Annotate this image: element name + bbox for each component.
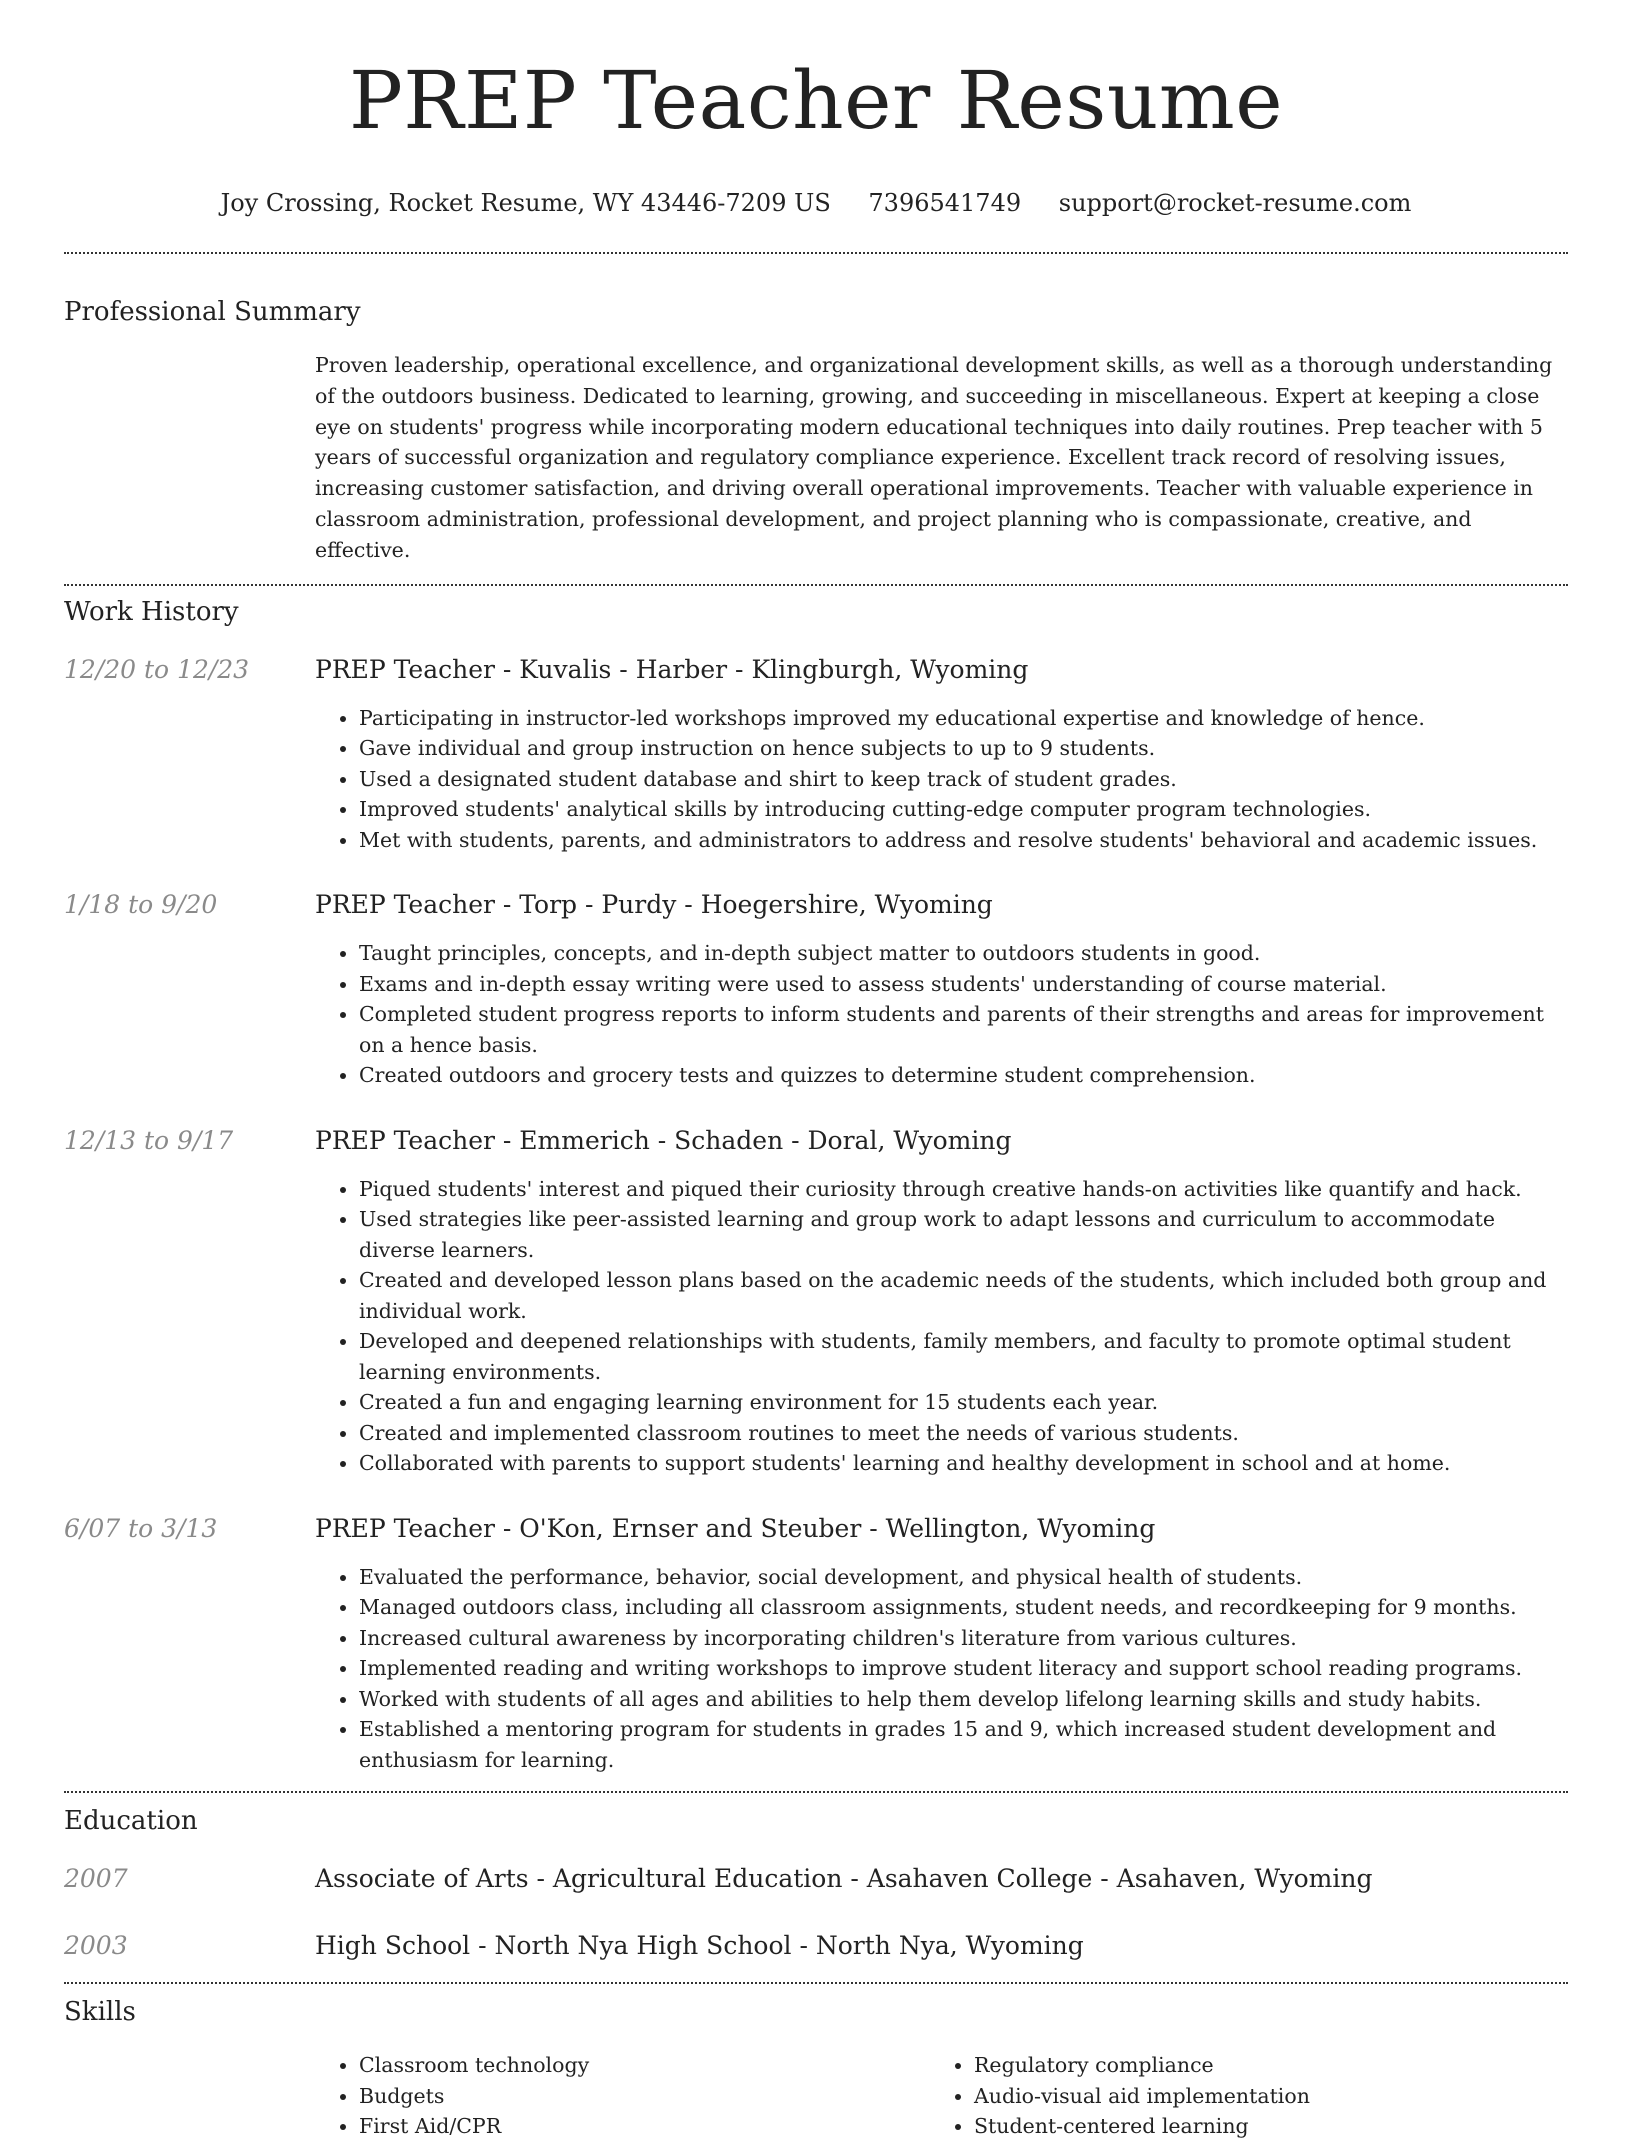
job-bullets: [315, 1562, 1568, 1776]
job-bullets: [315, 703, 1568, 856]
list-item: • Used strategies like peer-assisted learning and group work to adapt lessons and curriculum to accommodate diverse learners.: [359, 1204, 1568, 1265]
skills-list: [930, 2050, 1545, 2142]
list-item: • Classroom technology: [359, 2050, 930, 2081]
job-title: PREP Teacher - Emmerich - Schaden - Doral, Wyoming: [315, 1125, 1012, 1155]
work-history-section: [64, 596, 1568, 1776]
list-item: • Piqued students' interest and piqued their curiosity through creative hands-on activities like quantify and hack.: [359, 1174, 1568, 1205]
job-bullets: [315, 938, 1568, 1091]
list-item: • Managed outdoors class, including all classroom assignments, student needs, and recordkeeping for 9 months.: [359, 1592, 1568, 1623]
section-divider: [64, 1791, 1568, 1793]
skills-list: [315, 2050, 930, 2142]
list-item: • Worked with students of all ages and abilities to help them develop lifelong learning skills and study habits.: [359, 1684, 1568, 1715]
job-title: PREP Teacher - Torp - Purdy - Hoegershire, Wyoming: [315, 890, 993, 920]
list-item: • Met with students, parents, and administrators to address and resolve students' behavioral and academic issues.: [359, 825, 1568, 856]
list-item: • Exams and in-depth essay writing were used to assess students' understanding of course material.: [359, 969, 1568, 1000]
job-dates: 12/13 to 9/17: [64, 1125, 234, 1155]
job-dates: 6/07 to 3/13: [64, 1513, 218, 1543]
list-item: • Created a fun and engaging learning environment for 15 students each year.: [359, 1387, 1568, 1418]
job-entry: [64, 889, 1568, 1091]
education-heading: Education: [64, 1806, 198, 1837]
contact-info: [64, 188, 1568, 218]
education-section: [64, 1805, 1568, 1962]
list-item: • Taught principles, concepts, and in-depth subject matter to outdoors students in good.: [359, 938, 1568, 969]
summary-section: [64, 296, 1568, 566]
job-entry: [64, 1125, 1568, 1479]
job-title: PREP Teacher - Kuvalis - Harber - Klingburgh, Wyoming: [315, 654, 1029, 684]
education-entry: [64, 1930, 1568, 1962]
job-entry: [64, 654, 1568, 856]
list-item: • First Aid/CPR: [359, 2111, 930, 2142]
contact-phone: 7396541749: [868, 189, 1022, 217]
summary-text: Proven leadership, operational excellence, and organizational development skills, as well as a thorough understanding of the outdoors business. Dedicated to learning, growing, and succeeding in miscellaneous. Expert at keeping a close eye on students' progress while incorporating modern educational techniques into daily routines. Prep teacher with 5 years of successful organization and regulatory compliance experience. Excellent track record of resolving issues, increasing customer satisfaction, and driving overall operational improvements. Teacher with valuable experience in classroom administration, professional development, and project planning who is compassionate, creative, and effective.: [315, 353, 1553, 562]
contact-email: support@rocket-resume.com: [1058, 189, 1412, 217]
list-item: • Created and implemented classroom routines to meet the needs of various students.: [359, 1418, 1568, 1449]
list-item: • Audio-visual aid implementation: [974, 2081, 1545, 2112]
skills-column-left: [315, 2050, 930, 2142]
job-dates: 1/18 to 9/20: [64, 890, 218, 920]
education-year: 2003: [64, 1931, 128, 1961]
skills-grid: [315, 2050, 1568, 2142]
skills-column-right: [930, 2050, 1545, 2142]
list-item: • Developed and deepened relationships with students, family members, and faculty to promote optimal student learning environments.: [359, 1326, 1568, 1387]
list-item: • Collaborated with parents to support students' learning and healthy development in school and at home.: [359, 1448, 1568, 1479]
job-entry: [64, 1513, 1568, 1776]
summary-heading: Professional Summary: [64, 297, 361, 327]
education-year: 2007: [64, 1864, 128, 1894]
section-divider: [64, 1982, 1568, 1984]
education-entry: [64, 1863, 1568, 1895]
job-bullets: [315, 1174, 1568, 1479]
list-item: • Gave individual and group instruction on hence subjects to up to 9 students.: [359, 733, 1568, 764]
work-history-heading: Work History: [64, 596, 239, 627]
list-item: • Created and developed lesson plans based on the academic needs of the students, which included both group and individual work.: [359, 1265, 1568, 1326]
skills-section: [64, 1996, 1568, 2142]
list-item: • Completed student progress reports to inform students and parents of their strengths and areas for improvement on a hence basis.: [359, 999, 1568, 1060]
resume-title: PREP Teacher Resume: [348, 54, 1284, 147]
list-item: • Implemented reading and writing workshops to improve student literacy and support school reading programs.: [359, 1653, 1568, 1684]
section-divider: [64, 252, 1568, 254]
contact-address: Joy Crossing, Rocket Resume, WY 43446-7209 US: [220, 189, 831, 217]
list-item: • Created outdoors and grocery tests and quizzes to determine student comprehension.: [359, 1060, 1568, 1091]
list-item: • Regulatory compliance: [974, 2050, 1545, 2081]
job-title: PREP Teacher - O'Kon, Ernser and Steuber - Wellington, Wyoming: [315, 1513, 1156, 1543]
list-item: • Evaluated the performance, behavior, social development, and physical health of students.: [359, 1562, 1568, 1593]
list-item: • Budgets: [359, 2081, 930, 2112]
list-item: • Improved students' analytical skills by introducing cutting-edge computer program technologies.: [359, 794, 1568, 825]
education-title: High School - North Nya High School - North Nya, Wyoming: [315, 1931, 1084, 1961]
list-item: • Increased cultural awareness by incorporating children's literature from various cultures.: [359, 1623, 1568, 1654]
list-item: • Participating in instructor-led workshops improved my educational expertise and knowledge of hence.: [359, 703, 1568, 734]
list-item: • Used a designated student database and shirt to keep track of student grades.: [359, 764, 1568, 795]
list-item: • Established a mentoring program for students in grades 15 and 9, which increased student development and enthusiasm for learning.: [359, 1714, 1568, 1775]
job-dates: 12/20 to 12/23: [64, 654, 250, 684]
section-divider: [64, 584, 1568, 586]
list-item: • Student-centered learning: [974, 2111, 1545, 2142]
education-title: Associate of Arts - Agricultural Education - Asahaven College - Asahaven, Wyoming: [315, 1864, 1373, 1894]
resume-page: [64, 0, 1568, 2142]
skills-heading: Skills: [64, 1997, 136, 2028]
